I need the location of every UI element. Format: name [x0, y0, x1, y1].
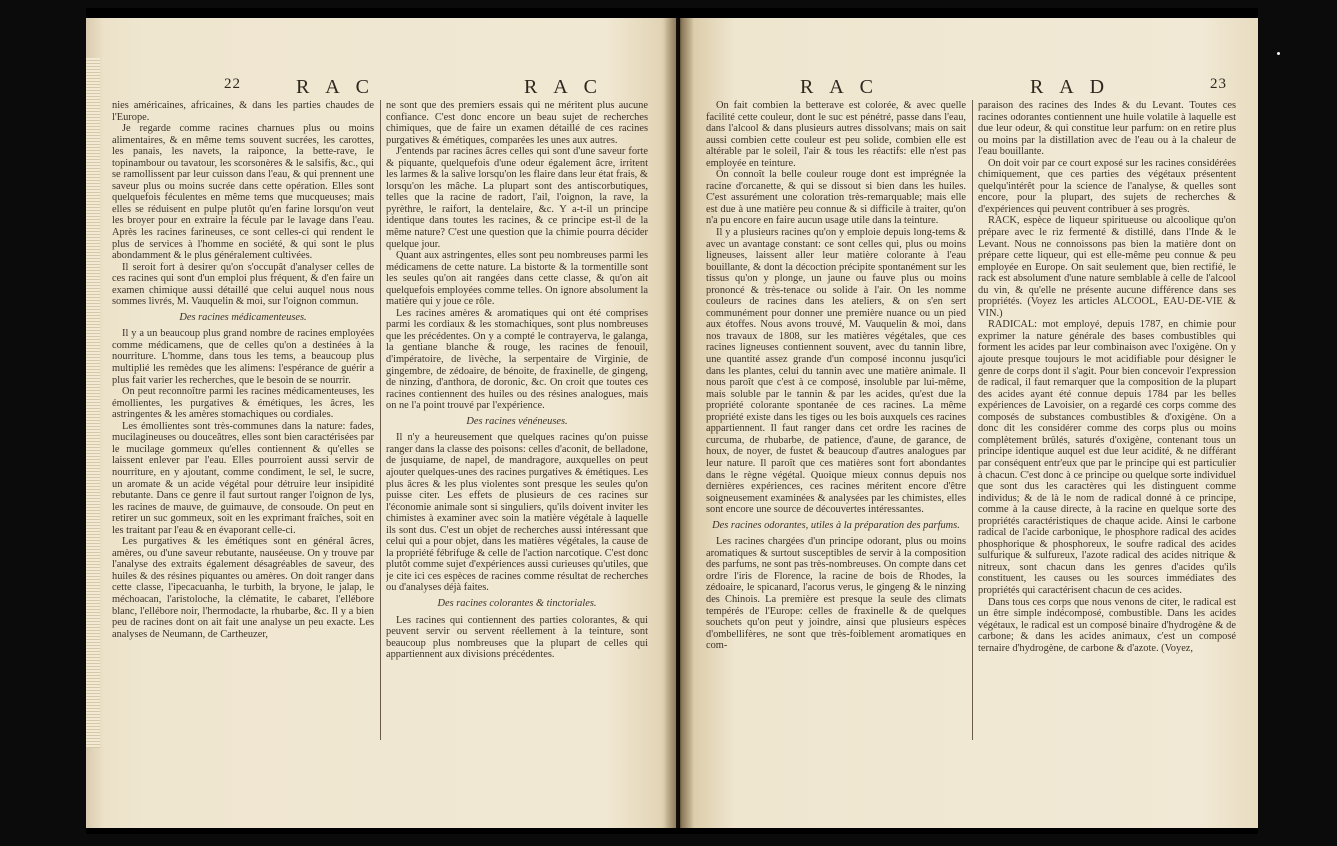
paragraph: Les racines qui contiennent des parties colorantes, & qui peuvent servir ou servent réellement à la teinture, sont beaucoup plus nombreuses que la plupart de celles qui appartiennent aux divisions précédentes. [386, 614, 648, 661]
paragraph: Les purgatives & les émétiques sont en général âcres, amères, ou d'une saveur rebutante, nauséeuse. On y trouve par l'analyse des extraits également désagréables de saveur, des huiles & des résines piquantes ou amères. On doit ranger dans cette classe, l'ipecacuanha, le turbith, la bryone, le jalap, le méchoacan, l'aristoloche, la clématite, le cabaret, l'ellébore blanc, l'ellébore noir, l'hermodacte, la rhubarbe, &c. Il y a bien peu de racines dont on ait fait une analyse un peu exacte. Les analyses de Neumann, de Cartheuzer, [112, 536, 374, 640]
left-column-2 [386, 100, 648, 760]
section-heading: Des racines médicamenteuses. [179, 311, 307, 323]
left-column-1 [112, 100, 374, 760]
paragraph: Je regarde comme racines charnues plus ou moins alimentaires, & en même tems souvent sucrées, les carottes, les panais, les navets, la raiponce, la bette-rave, le topinambour ou tavatour, les scorsonères & le salsifis, &c., qui se ramollissent par leur cuisson dans l'eau, & qui prennent une saveur plus ou moins sucrée dans cette opération. Elles sont quelquefois féculentes en même tems que mucqueuses; mais elles se réduisent en pulpe plutôt qu'en farine lorsqu'on veut les broyer pour en extraire la fécule par le lavage dans l'eau. Après les racines farineuses, ce sont celles-ci qui rendent le plus de services à l'homme en société, & qui sont le plus abondamment & le plus généralement cultivées. [112, 123, 374, 262]
paragraph: Quant aux astringentes, elles sont peu nombreuses parmi les médicamens de cette nature. La bistorte & la tormentille sont les seules qu'on ait rangées dans cette classe, & qu'on ait quelquefois employées comme telles. On ignore absolument la matière qui y joue ce rôle. [386, 250, 648, 308]
page-edges [86, 58, 100, 748]
left-col1-head: R A C [296, 76, 375, 98]
section-heading: Des racines colorantes & tinctoriales. [437, 597, 597, 609]
dust-speck [1277, 52, 1280, 55]
section-heading: Des racines odorantes, utiles à la préparation des parfums. [712, 519, 960, 531]
left-page [86, 18, 676, 828]
paragraph: On fait combien la betterave est colorée, & avec quelle facilité cette couleur, dont le suc est pénétré, passe dans l'eau, dans l'alcool & dans plusieurs autres dissolvans; mais on sait aussi combien cette couleur est peu solide, combien elle est altérable par le soleil, l'air & tous les réactifs: elle n'est pas employée en teinture. [706, 100, 966, 169]
paragraph: On peut reconnoître parmi les racines médicamenteuses, les émollientes, les purgatives & émétiques, les âcres, les astringentes & les amères stomachiques ou cordiales. [112, 386, 374, 421]
paragraph: Il y a un beaucoup plus grand nombre de racines employées comme médicamens, que de celles qu'on a destinées à la nourriture. L'homme, dans tous les tems, a beaucoup plus multiplié les remèdes que les alimens: l'espérance de guérir a plus fait varier les recherches, que le besoin de se nourrir. [112, 328, 374, 386]
paragraph: RADICAL: mot employé, depuis 1787, en chimie pour exprimer la nature générale des bases combustibles qui forment les acides par leur combinaison avec l'oxigène. On y ajoute presque toujours le mot acidifiable pour désigner le genre de corps dont il s'agit. Pour bien concevoir l'expression de radical, il faut remarquer que la composition de la plupart des acides ayant été connue depuis 1784 par les belles expériences de Lavoisier, on a regardé ces corps comme des composés de substances combustibles & d'oxigène. On a donc dit les considérer comme des corps plus ou moins complètement brûlés, saturés d'oxigène, contenant tous un principe identique auquel est due leur acidité, & ne différant par conséquent entr'eux que par le principe qui est particulier à chacun. C'est donc à ce principe ou quelque sorte individuel que sont dus les caractères qui les distinguent comme individus; & de là le nom de radical donné à ce principe, comme à la cause directe, à la racine en quelque sorte des propriétés caractéristiques de chaque acide. Ainsi le carbone radical de l'acide carbonique, le phosphore radical des acides phosphorique & phosphoreux, le soufre radical des acides sulfurique & sulfureux, l'azote radical des acides nitrique & nitreux, sont chacun dans les genres d'acides qu'ils constituent, les causes ou les sources immédiates des propriétés qui caractérisent chacun de ces acides. [978, 319, 1236, 596]
column-rule [380, 100, 381, 740]
right-col2-head: R A D [1030, 76, 1111, 98]
section-heading: Des racines vénéneuses. [466, 415, 568, 427]
left-col2-head: R A C [524, 76, 603, 98]
right-col1-head: R A C [800, 76, 879, 98]
paragraph: On connoît la belle couleur rouge dont est imprégnée la racine d'orcanette, & qui se dissout si bien dans les huiles. C'est assurément une coloration très-remarquable; mais elle est due à une matière peu connue & si difficile à traiter, qu'on n'a pu encore en faire aucun usage utile dans la teinture. [706, 169, 966, 227]
paragraph: On doit voir par ce court exposé sur les racines considérées chimiquement, que ces parties des végétaux présentent quelqu'intérêt pour la science de l'analyse, & quelles sont encore, pour la plupart, des sujets de recherches & d'expériences qui peuvent contribuer à ses progrès. [978, 157, 1236, 215]
paragraph: Il seroit fort à desirer qu'on s'occupât d'analyser celles de ces racines qui sont d'un emploi plus fréquent, & d'en faire un examen chimique aussi détaillé que celui auquel nous nous sommes livrés, M. Vauquelin & moi, sur l'oignon commun. [112, 261, 374, 308]
paragraph: ne sont que des premiers essais qui ne méritent plus aucune confiance. C'est donc encore un beau sujet de recherches chimiques, que de faire un examen détaillé de ces racines purgatives & émétiques, comparées les unes aux autres. [386, 100, 648, 146]
column-rule [972, 100, 973, 740]
paragraph: RACK, espèce de liqueur spiritueuse ou alcoolique qu'on prépare avec le riz fermenté & distillé, dans l'Inde & le Levant. Nous ne connoissons pas bien la matière dont on prépare cette liqueur, qui est elle-même peu connue & peu employée en Europe. On sait seulement que, bien rectifié, le rack est absolument d'une nature semblable à celle de l'alcool du vin, & qu'elle ne présente aucune différence dans ses propriétés. (Voyez les articles ALCOOL, EAU-DE-VIE & VIN.) [978, 215, 1236, 319]
page-number-right: 23 [1210, 76, 1227, 92]
paragraph: Il n'y a heureusement que quelques racines qu'on puisse ranger dans la classe des poisons: celles d'aconit, de belladone, de jusquiame, de napel, de mandragore, auxquelles on peut ajouter quelques-unes des racines purgatives & émétiques. Les plus âcres & les plus violentes sont presque les seules qu'on puisse citer. Les effets de plusieurs de ces racines sur l'économie animale sont si singuliers, qu'ils doivent inviter les chimistes à examiner avec soin la matière végétale à laquelle ils sont dus. C'est un objet de recherches aussi intéressant que celui qui a pour objet, dans les matières végétales, la cause de la propriété fébrifuge & celle de l'action narcotique. C'est donc plutôt comme sujet d'expériences aussi curieuses qu'utiles, que je cite ici ces espèces de racines comme résultat de recherches ou d'analyses déjà faites. [386, 432, 648, 594]
paragraph: nies américaines, africaines, & dans les parties chaudes de l'Europe. [112, 100, 374, 123]
right-column-2 [978, 100, 1236, 760]
right-column-1 [706, 100, 966, 760]
paragraph: Les émollientes sont très-communes dans la nature: fades, mucilagineuses ou douceâtres, elles sont bien caractérisées par le mucilage gommeux qu'elles contiennent & qu'elles se laissent enlever par l'eau. Elles pourroient aussi servir de nourriture, en y ajoutant, comme condiment, le sel, le sucre, un aromate & un acide végétal pour détruire leur insipidité rebutante. Dans ce genre il faut surtout ranger l'oignon de lys, les racines de mauve, de guimauve, de consoude. On peut en retirer un suc gommeux, soit en les exprimant fraîches, soit en les traitant par l'eau & en évaporant celle-ci. [112, 420, 374, 536]
paragraph: Dans tous ces corps que nous venons de citer, le radical est un être simple indécomposé, combustible. Dans les acides végétaux, le radical est un composé binaire d'hydrogène & de carbone; & dans les acides animaux, c'est un composé ternaire d'hydrogène, de carbone & d'azote. (Voyez, [978, 596, 1236, 654]
left-running-head [86, 76, 676, 100]
paragraph: Il y a plusieurs racines qu'on y emploie depuis long-tems & avec un avantage constant: ce sont celles qui, plus ou moins ligneuses, laissent aller leur matière colorante à l'eau bouillante, & dont la décoction précipite spontanément sur les tissus qu'on y plonge, un jaune ou fauve plus ou moins prononcé & très-tenace ou solide à l'air. On les nomme couleurs de racines dans les ateliers, & on s'en sert communément pour donner une première nuance ou un pied aux étoffes. Nous avons trouvé, M. Vauquelin & moi, dans nos travaux de 1808, sur les matières végétales, que ces racines ligneuses contiennent souvent, avec du tannin libre, une quantité assez grande d'un composé inconnu jusqu'ici dans les plantes, celui du tannin avec une matière animale. Il nous paroît que c'est à ce composé, insoluble par lui-même, mais soluble par le tannin & par les acides, qu'est due la propriété colorante spontanée de ces racines. La même propriété existe dans les tiges ou les bois auxquels ces racines appartiennent. Il faut ranger dans cet ordre les racines de curcuma, de rhubarbe, de patience, d'aune, de garance, de houx, de noyer, de fustet & beaucoup d'autres analogues par leur nature. Il paroît que ces matières sont fort abondantes dans le règne végétal. Quoique mieux connus depuis nos dernières expériences, ces racines méritent encore d'être soigneusement examinées & analysées par les chimistes, elles sont encore une source de découvertes intéressantes. [706, 227, 966, 516]
page-number-left: 22 [224, 76, 241, 92]
paragraph: paraison des racines des Indes & du Levant. Toutes ces racines odorantes contiennent une huile volatile à laquelle est due leur odeur, & qui constitue leur parfum: on en retire plus ou moins par la distillation avec de l'eau ou à la chaleur de l'eau bouillante. [978, 100, 1236, 158]
paragraph: Les racines amères & aromatiques qui ont été comprises parmi les cordiaux & les stomachiques, sont plus nombreuses que les précédentes. On y a compté le contrayerva, le galanga, la gentiane blanche & rouge, les racines de fenouil, d'impératoire, de livèche, la serpentaire de Virginie, de gingembre, de zédoaire, de bénoite, de fraxinelle, de gingeng, de ninzing, d'anthora, de doronic, &c. On croit que toutes ces racines contiennent des huiles ou des résines analogues, mais on ne l'a point trouvé par l'expérience. [386, 307, 648, 412]
open-book [86, 8, 1258, 834]
right-page [680, 18, 1258, 828]
paragraph: J'entends par racines âcres celles qui sont d'une saveur forte & piquante, quelquefois d'une odeur également âcre, irritent les larmes & la salive lorsqu'on les flaire dans leur état frais, & lorsqu'on les mâche. La plupart sont des antiscorbutiques, telles que la racine de radort, l'ail, l'oignon, la rave, la pyrèthre, le raifort, la dentelaire, &c. Y a-t-il un principe identique dans toutes les racines, & ce principe est-il de la même nature? C'est une question que la chimie pourra décider quelque jour. [386, 146, 648, 250]
paragraph: Les racines chargées d'un principe odorant, plus ou moins aromatiques & surtout susceptibles de servir à la composition des parfums, ne sont pas très-nombreuses. On compte dans cet ordre l'iris de Florence, la racine de bois de Rhodes, la zédoaire, le spicanard, l'acorus verus, le gingeng & le ninzing des Chinois. La première est presque la seule des climats tempérés de l'Europe: celles de fraxinelle & de quelques souchets qu'on peut y joindre, ainsi que plusieurs espèces d'ombellifères, ne sont que très-foiblement aromatiques en com- [706, 536, 966, 652]
right-running-head [680, 76, 1258, 100]
